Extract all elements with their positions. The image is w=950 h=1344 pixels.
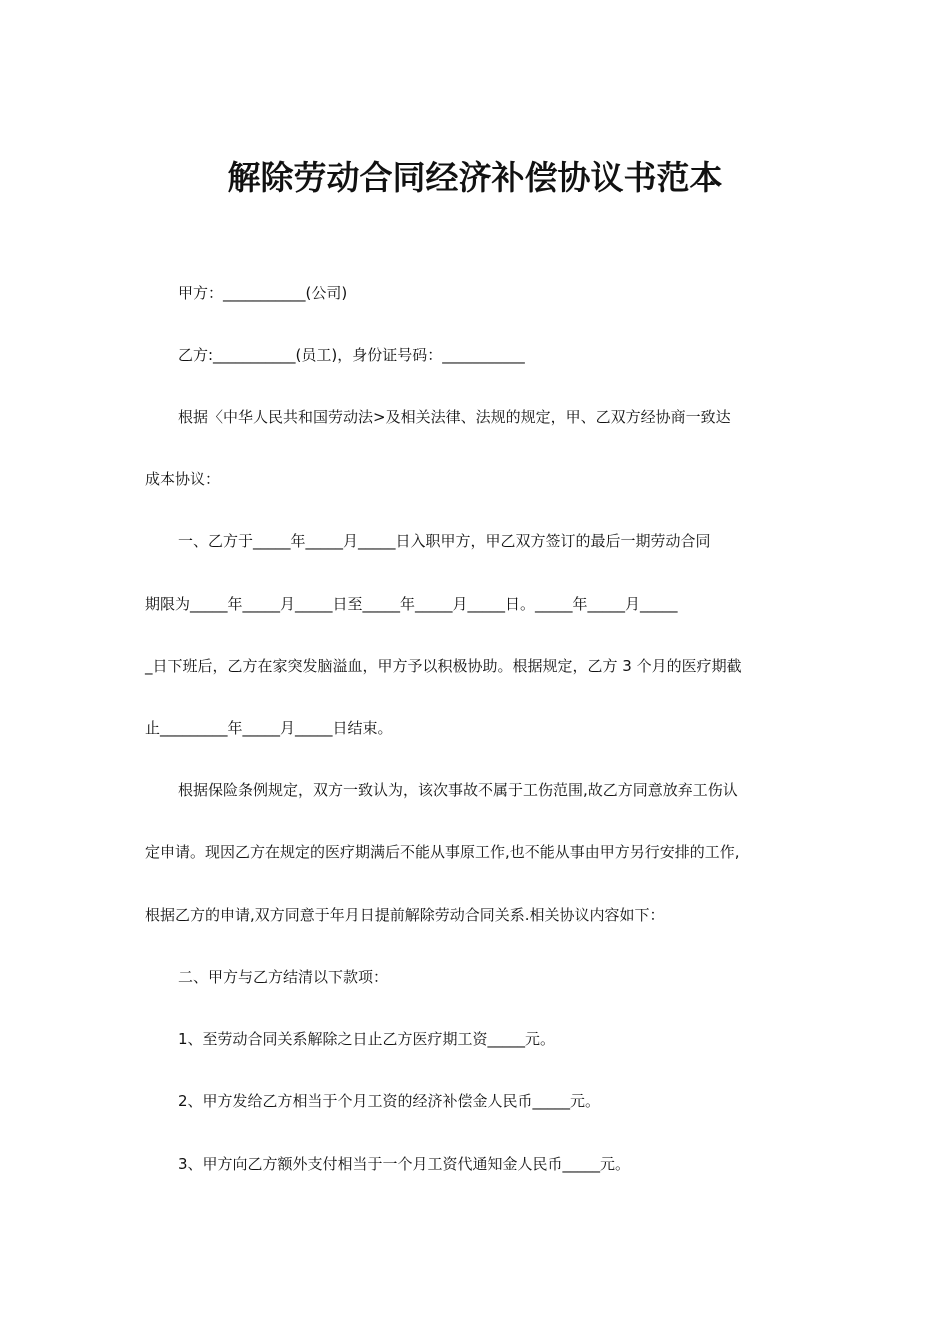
clause-1-line-3: _日下班后，乙方在家突发脑溢血，甲方予以积极协助。根据规定，乙方 3 个月的医疗期截 (145, 657, 742, 675)
document-title: 解除劳动合同经济补偿协议书范本 (227, 158, 723, 197)
insurance-line-2: 定申请。现因乙方在规定的医疗期满后不能从事原工作,也不能从事由甲方另行安排的工作, (145, 843, 740, 861)
clause-2-item-3: 3、甲方向乙方额外支付相当于一个月工资代通知金人民币_____元。 (178, 1155, 631, 1173)
insurance-line-3: 根据乙方的申请,双方同意于年月日提前解除劳动合同关系.相关协议内容如下： (145, 906, 665, 924)
party-b-line: 乙方:___________(员工)，身份证号码：___________ (178, 346, 525, 364)
clause-2-item-2: 2、甲方发给乙方相当于个月工资的经济补偿金人民币_____元。 (178, 1092, 601, 1110)
clause-2-item-1: 1、至劳动合同关系解除之日止乙方医疗期工资_____元。 (178, 1030, 556, 1048)
party-a-line: 甲方：___________(公司) (178, 284, 348, 302)
preamble-line-1: 根据〈中华人民共和国劳动法>及相关法律、法规的规定，甲、乙双方经协商一致达 (178, 408, 731, 426)
clause-1-line-2: 期限为_____年_____月_____日至_____年_____月_____日。_____年_____月_____ (145, 595, 678, 613)
insurance-line-1: 根据保险条例规定，双方一致认为，该次事故不属于工伤范围,故乙方同意放弃工伤认 (178, 781, 738, 799)
clause-1-line-1: 一、乙方于_____年_____月_____日入职甲方，甲乙双方签订的最后一期劳动合同 (178, 532, 711, 550)
clause-2-heading: 二、甲方与乙方结清以下款项： (178, 968, 389, 986)
preamble-line-2: 成本协议： (145, 470, 221, 488)
clause-1-line-4: 止_________年_____月_____日结束。 (145, 719, 393, 737)
